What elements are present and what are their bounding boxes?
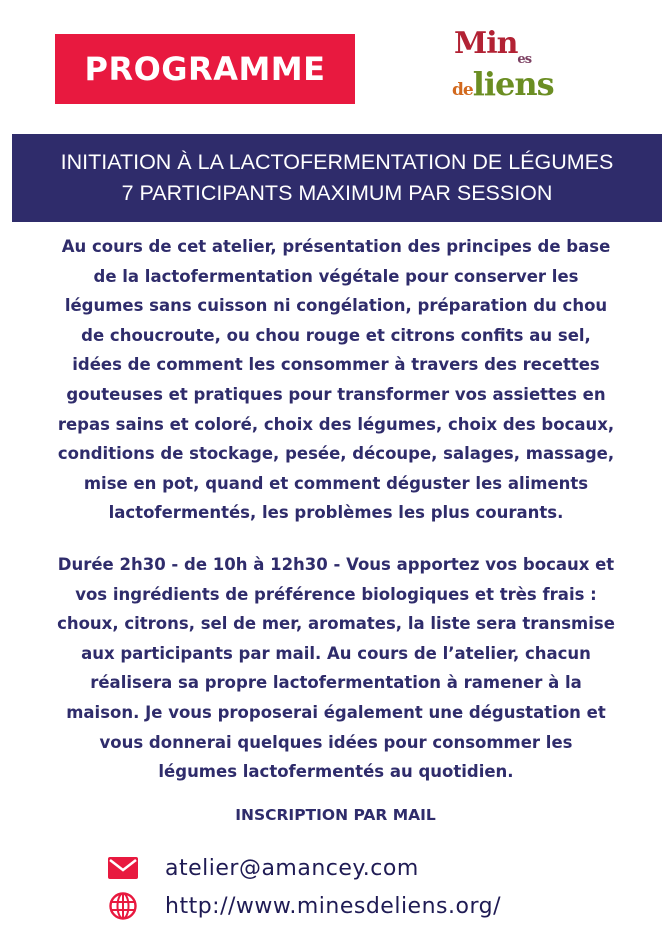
mail-icon xyxy=(107,852,139,884)
para-line: vos ingrédients de préférence biologiques et très frais : xyxy=(75,584,597,604)
para-line: vous donnerai quelques idées pour consommer les xyxy=(99,732,573,752)
email-row xyxy=(107,850,419,886)
inscription-heading: INSCRIPTION PAR MAIL xyxy=(235,806,436,824)
mines-de-liens-logo xyxy=(452,24,552,106)
para-line: mise en pot, quand et comment déguster les aliments xyxy=(83,473,589,493)
logo-min-text: Min xyxy=(454,26,518,61)
para-line: Au cours de cet atelier, présentation des principes de base xyxy=(61,237,611,256)
para-line: lactofermentés, les problèmes les plus courants. xyxy=(108,503,564,523)
para-line: légumes sans cuisson ni congélation, préparation du chou xyxy=(64,296,608,316)
description-paragraph xyxy=(30,232,642,528)
para-line: réalisera sa propre lactofermentation à ramener à la xyxy=(90,673,582,693)
para-line: maison. Je vous proposerai également une dégustation et xyxy=(66,702,606,722)
para-line: Durée 2h30 - de 10h à 12h30 - Vous apportez vos bocaux et xyxy=(57,555,615,574)
para-line: de la lactofermentation végétale pour conserver les xyxy=(93,266,579,286)
logo-de-text: de xyxy=(452,80,473,100)
para-line: aux participants par mail. Au cours de l’atelier, chacun xyxy=(81,643,591,663)
title-banner xyxy=(12,134,662,222)
banner-subtitle: 7 PARTICIPANTS MAXIMUM PAR SESSION xyxy=(121,181,553,205)
website-link[interactable]: http://www.minesdeliens.org/ xyxy=(165,893,501,919)
para-line: de choucroute, ou chou rouge et citrons confits au sel, xyxy=(81,325,591,345)
para-line: repas sains et coloré, choix des légumes, choix des bocaux, xyxy=(57,414,615,434)
para-line: idées de comment les consommer à travers des recettes xyxy=(72,355,600,375)
email-link[interactable]: atelier@amancey.com xyxy=(165,855,419,881)
banner-title: INITIATION À LA LACTOFERMENTATION DE LÉGUMES xyxy=(60,150,614,174)
para-line: choux, citrons, sel de mer, aromates, la liste sera transmise xyxy=(57,614,615,634)
programme-badge: PROGRAMME xyxy=(55,34,355,104)
para-line: légumes lactofermentés au quotidien. xyxy=(158,762,514,782)
para-line: conditions de stockage, pesée, découpe, salages, massage, xyxy=(57,444,615,464)
globe-icon xyxy=(107,890,139,922)
logo-liens-text: liens xyxy=(472,65,554,103)
details-paragraph xyxy=(30,550,642,787)
para-line: gouteuses et pratiques pour transformer vos assiettes en xyxy=(66,384,606,404)
logo-es-text: es xyxy=(517,52,532,67)
website-row xyxy=(107,888,501,924)
